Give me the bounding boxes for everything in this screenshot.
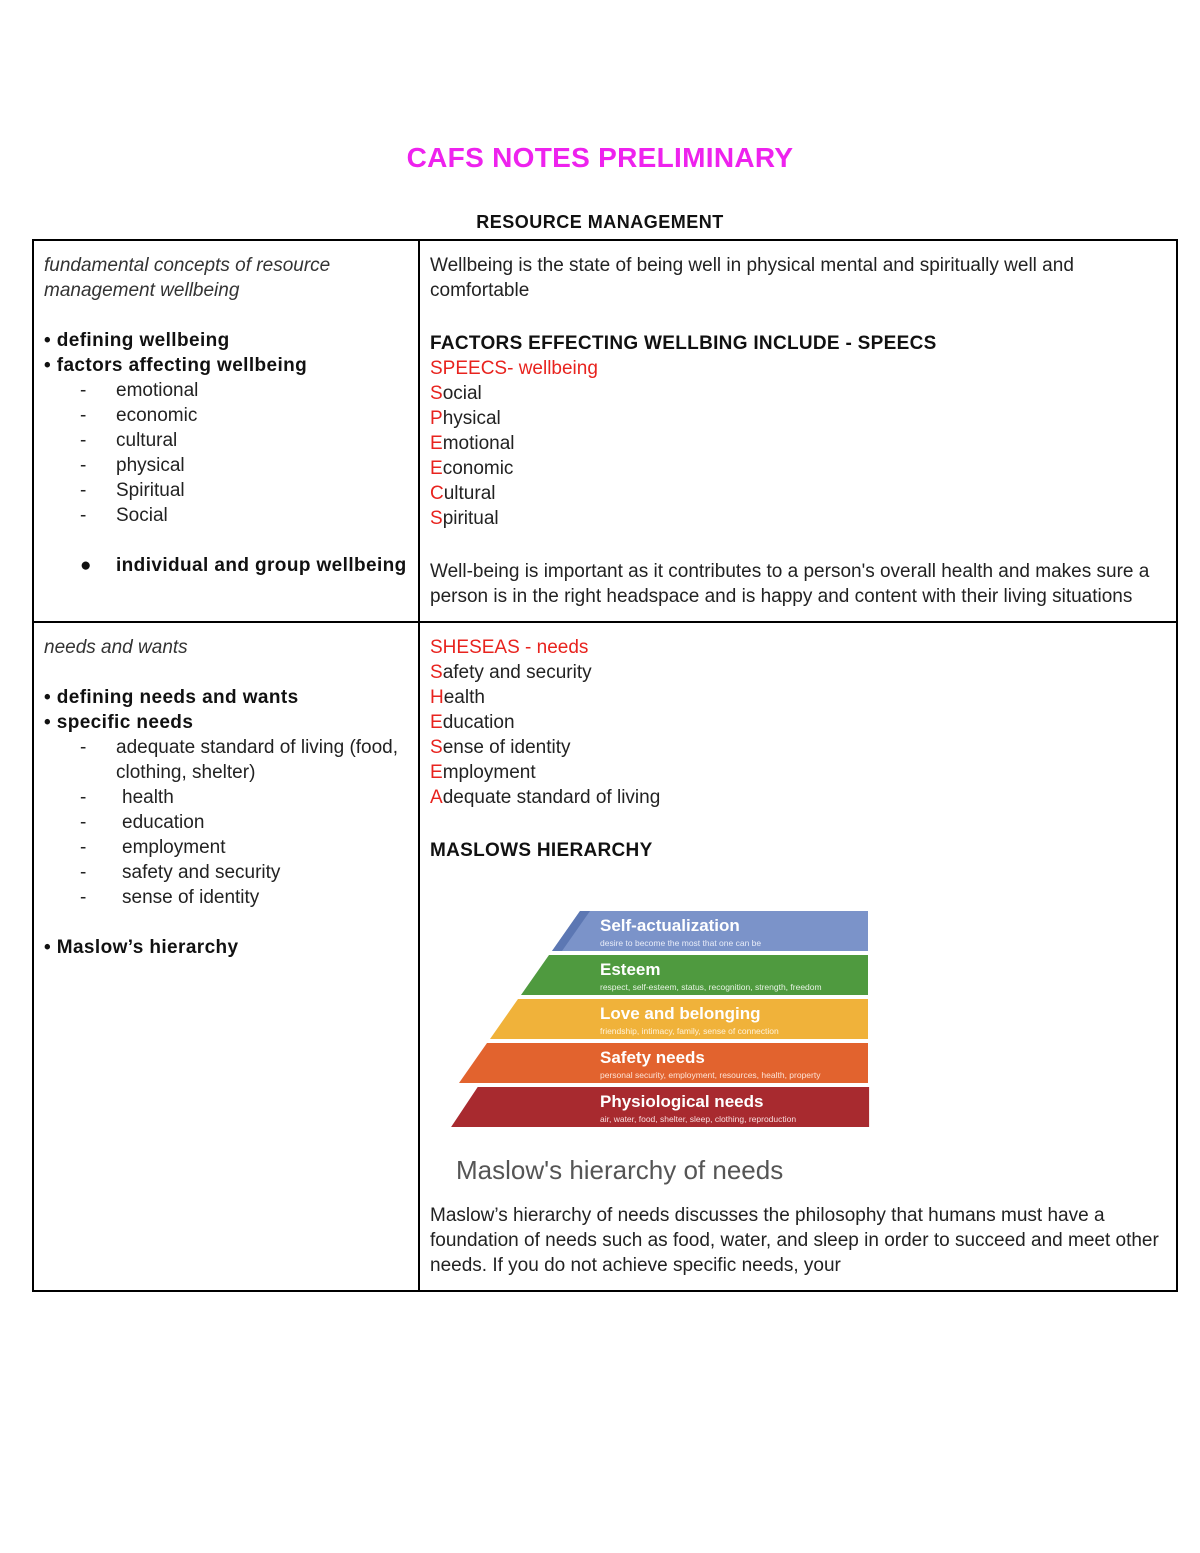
pyramid-level-desc: personal security, employment, resources, health, property <box>600 1070 821 1080</box>
pyramid-level-desc: air, water, food, shelter, sleep, clothing, reproduction <box>600 1114 797 1124</box>
acronym-item: Health <box>430 687 485 708</box>
bullet-item: • factors affecting wellbeing <box>44 355 308 376</box>
sub-item: - health <box>80 787 174 808</box>
table-row <box>33 622 1177 1291</box>
sub-item: - economic <box>80 405 198 426</box>
sub-item: - education <box>80 812 205 833</box>
maslow-heading: MASLOWS HIERARCHY <box>430 840 653 861</box>
sub-item: - emotional <box>80 380 199 401</box>
sub-item: - safety and security <box>80 862 281 883</box>
sub-item: - cultural <box>80 430 178 451</box>
row1-right-cell <box>419 240 1177 622</box>
sub-item: - physical <box>80 455 185 476</box>
row1-left-cell <box>33 240 419 622</box>
bullet-item: • defining wellbeing <box>44 330 230 351</box>
acronym-item: Emotional <box>430 433 515 454</box>
pyramid-level-name: Love and belonging <box>600 1004 761 1023</box>
table-row <box>33 240 1177 622</box>
document-title: CAFS NOTES PRELIMINARY <box>406 142 794 173</box>
row2-heading: needs and wants <box>44 637 188 658</box>
notes-table <box>32 239 1178 1292</box>
acronym-item: Safety and security <box>430 662 592 683</box>
wellbeing-importance: Well-being is important as it contributes to a person's overall health and makes sure a person is in the right headspace and is happy and content with their living situations <box>430 561 1150 607</box>
pyramid-level-name: Physiological needs <box>600 1092 764 1111</box>
acronym-item: Spiritual <box>430 508 499 529</box>
pyramid-level-name: Esteem <box>600 960 661 979</box>
row1-heading: fundamental concepts of resource management wellbeing <box>44 255 331 301</box>
sub-item: - employment <box>80 837 226 858</box>
acronym-item: Employment <box>430 762 536 783</box>
factors-heading: FACTORS EFFECTING WELLBING INCLUDE - SPEECS <box>430 333 937 354</box>
acronym-item: Sense of identity <box>430 737 571 758</box>
bullet-dot-icon: ● <box>80 555 92 576</box>
speecs-label: SPEECS- wellbeing <box>430 358 598 379</box>
pyramid-level-desc: respect, self-esteem, status, recognition, strength, freedom <box>600 982 822 992</box>
sub-item: - sense of identity <box>80 887 260 908</box>
pyramid-level-name: Safety needs <box>600 1048 705 1067</box>
row2-right-cell <box>419 622 1177 1291</box>
sheseas-label: SHESEAS - needs <box>430 637 589 658</box>
pyramid-level-desc: desire to become the most that one can be <box>600 938 762 948</box>
acronym-item: Cultural <box>430 483 496 504</box>
acronym-item: Education <box>430 712 515 733</box>
pyramid-caption: Maslow's hierarchy of needs <box>456 1155 784 1185</box>
bullet-item: • defining needs and wants <box>44 687 299 708</box>
acronym-item: Adequate standard of living <box>430 787 661 808</box>
acronym-item: Physical <box>430 408 501 429</box>
pyramid-level-desc: friendship, intimacy, family, sense of connection <box>600 1026 779 1036</box>
pyramid-level-name: Self-actualization <box>600 916 740 935</box>
wellbeing-definition: Wellbeing is the state of being well in physical mental and spiritually well and comfortable <box>430 255 1074 301</box>
section-title: RESOURCE MANAGEMENT <box>476 212 724 232</box>
sub-item: - adequate standard of living (food, clothing, shelter) <box>80 737 399 783</box>
acronym-item: Economic <box>430 458 514 479</box>
acronym-item: Social <box>430 383 482 404</box>
sub-item: - Social <box>80 505 168 526</box>
maslow-pyramid-figure <box>450 903 870 1193</box>
dot-bullet-item: ● individual and group wellbeing <box>80 555 407 576</box>
row2-left-cell <box>33 622 419 1291</box>
bullet-item: • Maslow’s hierarchy <box>44 937 239 958</box>
maslow-description: Maslow’s hierarchy of needs discusses the philosophy that humans must have a foundation of needs such as food, water, and sleep in order to succeed and meet other needs. If you do not achieve specific needs, your <box>430 1205 1159 1276</box>
sub-item: - Spiritual <box>80 480 185 501</box>
bullet-item: • specific needs <box>44 712 194 733</box>
